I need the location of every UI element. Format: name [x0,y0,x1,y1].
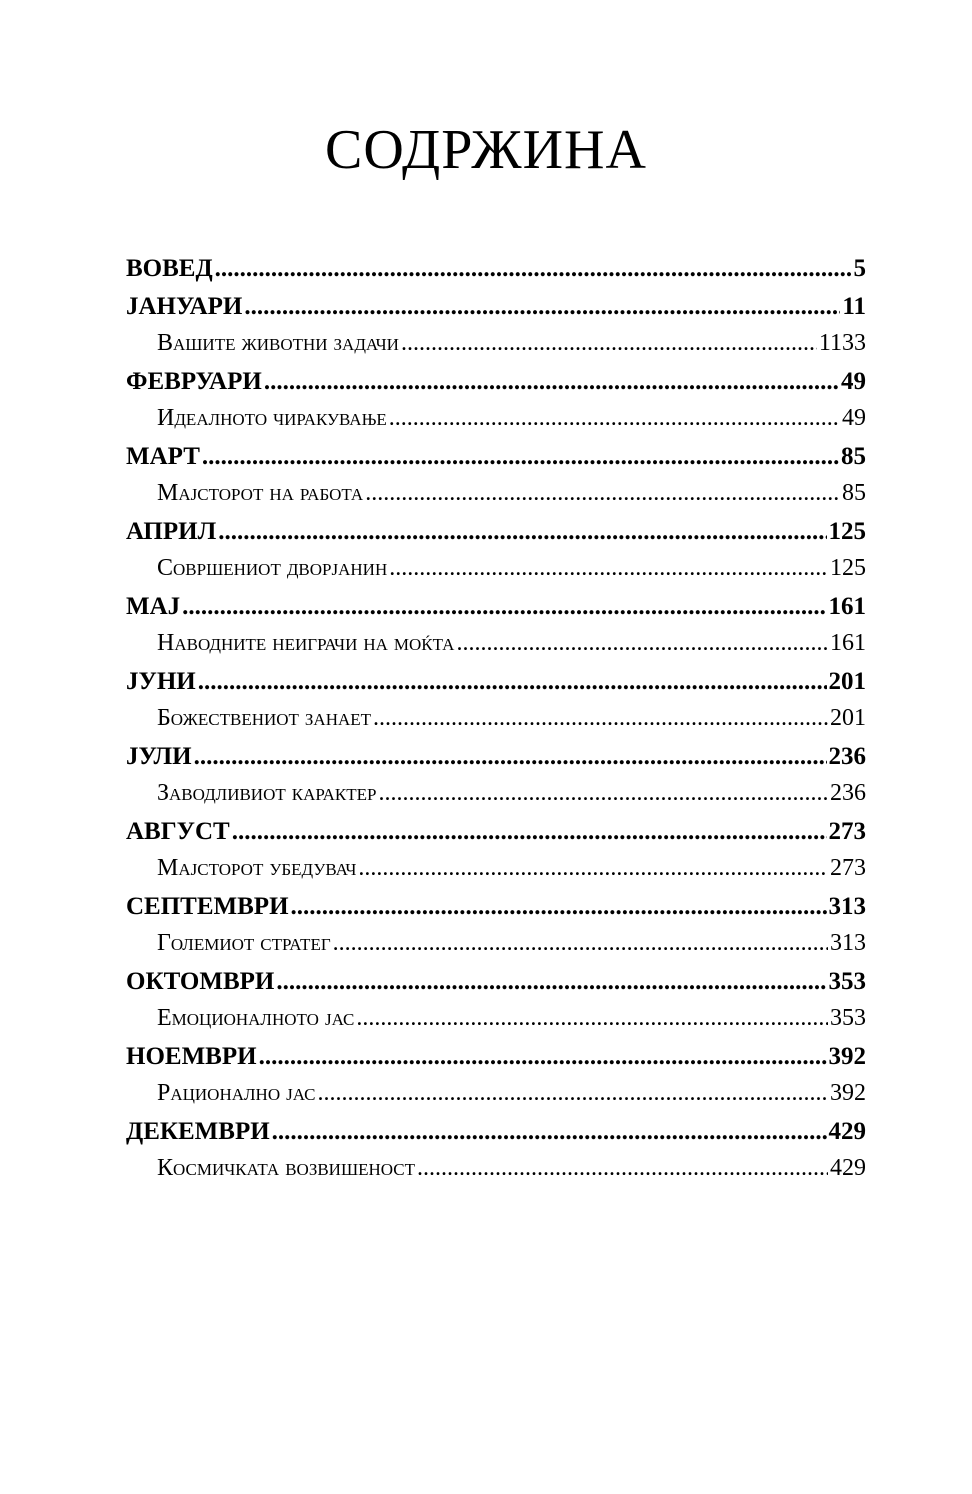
dot-leader [333,925,828,963]
toc-entry-section[interactable] [126,550,866,588]
toc-entry-label: Совршениот дворјанин [157,555,388,581]
toc-entry-page: 392 [830,1080,866,1106]
toc-entry-label: ЈУНИ [126,667,196,695]
toc-entry-section[interactable] [126,400,866,438]
toc-entry-page: 201 [830,705,866,731]
dot-leader [244,288,840,326]
toc-entry-section[interactable] [126,475,866,513]
toc-entry-page: 85 [841,442,866,470]
toc-entry-label: Космичката возвишеност [157,1155,415,1181]
dot-leader [389,400,840,438]
toc-entry-label: Мајсторот на работа [157,480,364,506]
toc-entry-page: 161 [830,630,866,656]
toc-entry-label: Вашите животни задачи [157,330,399,356]
toc-entry-chapter[interactable] [126,1038,866,1076]
toc-entry-label: Рационално јас [157,1080,316,1106]
toc-entry-page: 236 [828,742,866,770]
toc-entry-page: 236 [830,780,866,806]
toc-entry-section[interactable] [126,625,866,663]
toc-entry-label: ОКТОМВРИ [126,967,275,995]
toc-entry-chapter[interactable] [126,288,866,326]
dot-leader [389,550,828,588]
toc-entry-section[interactable] [126,1075,866,1113]
toc-entry-page: 125 [830,555,866,581]
toc-entry-chapter[interactable] [126,1113,866,1151]
page-title: СОДРЖИНА [325,119,647,181]
toc-entry-section[interactable] [126,850,866,888]
toc-entry-label: СЕПТЕМВРИ [126,892,289,920]
dot-leader [291,888,827,926]
dot-leader [365,475,840,513]
toc-entry-label: ВОВЕД [126,255,213,282]
toc-entry-section[interactable] [126,775,866,813]
toc-entry-page: 313 [830,930,866,956]
dot-leader [182,588,826,626]
dot-leader [317,1075,828,1113]
toc-entry-chapter[interactable] [126,738,866,776]
toc-entry-label: Мајсторот убедувач [157,855,357,881]
toc-entry-page: 49 [842,405,866,431]
toc-entry-section[interactable] [126,325,866,363]
toc-entry-label: Наводните неиграчи на моќта [157,630,455,656]
toc-entry-section[interactable] [126,925,866,963]
toc-entry-page: 313 [828,892,866,920]
toc-entry-label: Големиот стратег [157,930,331,956]
dot-leader [215,250,852,288]
toc-entry-chapter[interactable] [126,588,866,626]
dot-leader [202,438,839,476]
toc-entry-page: 49 [841,367,866,395]
toc-entry-chapter[interactable] [126,813,866,851]
toc-entry-page: 201 [828,667,866,695]
dot-leader [194,738,827,776]
dot-leader [272,1113,827,1151]
toc-entry-page: 353 [830,1005,866,1031]
toc-entry-label: НОЕМВРИ [126,1042,257,1070]
toc-entry-page: 273 [828,817,866,845]
toc-entry-chapter[interactable] [126,513,866,551]
dot-leader [232,813,827,851]
toc-entry-page: 273 [830,855,866,881]
toc-entry-label: ФЕВРУАРИ [126,367,262,395]
toc-entry-label: АВГУСТ [126,817,230,845]
toc-entry-chapter[interactable] [126,888,866,926]
dot-leader [259,1038,827,1076]
dot-leader [401,325,817,363]
dot-leader [198,663,827,701]
toc-entry-section[interactable] [126,700,866,738]
toc-entry-section[interactable] [126,1000,866,1038]
toc-entry-page: 125 [828,517,866,545]
toc-entry-label: Идеалното чиракување [157,405,387,431]
toc-entry-page: 429 [828,1117,866,1145]
toc-entry-page: 353 [828,967,866,995]
toc-entry-page: 5 [853,255,866,282]
toc-entry-page: 11 [842,292,866,320]
dot-leader [378,775,828,813]
dot-leader [276,963,826,1001]
toc-entry-chapter[interactable] [126,438,866,476]
toc-entry-label: ЈАНУАРИ [126,292,243,320]
toc-entry-label: Емоционалното јас [157,1005,355,1031]
toc-entry-label: АПРИЛ [126,517,217,545]
toc-entry-label: МАЈ [126,592,181,620]
dot-leader [218,513,826,551]
toc-entry-label: Божествениот занает [157,705,372,731]
dot-leader [358,850,828,888]
dot-leader [417,1150,828,1188]
toc-entry-chapter[interactable] [126,250,866,288]
toc-entry-chapter[interactable] [126,663,866,701]
toc-entry-label: Заводливиот карактер [157,780,377,806]
toc-entry-page: 1133 [818,330,866,356]
toc-entry-chapter[interactable] [126,363,866,401]
toc-entry-page: 161 [828,592,866,620]
dot-leader [264,363,839,401]
toc-entry-page: 429 [830,1155,866,1181]
toc-entry-section[interactable] [126,1150,866,1188]
toc-entry-label: ДЕКЕМВРИ [126,1117,270,1145]
table-of-contents [126,250,866,1188]
toc-entry-page: 85 [842,480,866,506]
toc-entry-chapter[interactable] [126,963,866,1001]
toc-entry-label: МАРТ [126,442,200,470]
dot-leader [356,1000,828,1038]
dot-leader [373,700,828,738]
toc-entry-page: 392 [828,1042,866,1070]
dot-leader [456,625,828,663]
toc-entry-label: ЈУЛИ [126,742,192,770]
